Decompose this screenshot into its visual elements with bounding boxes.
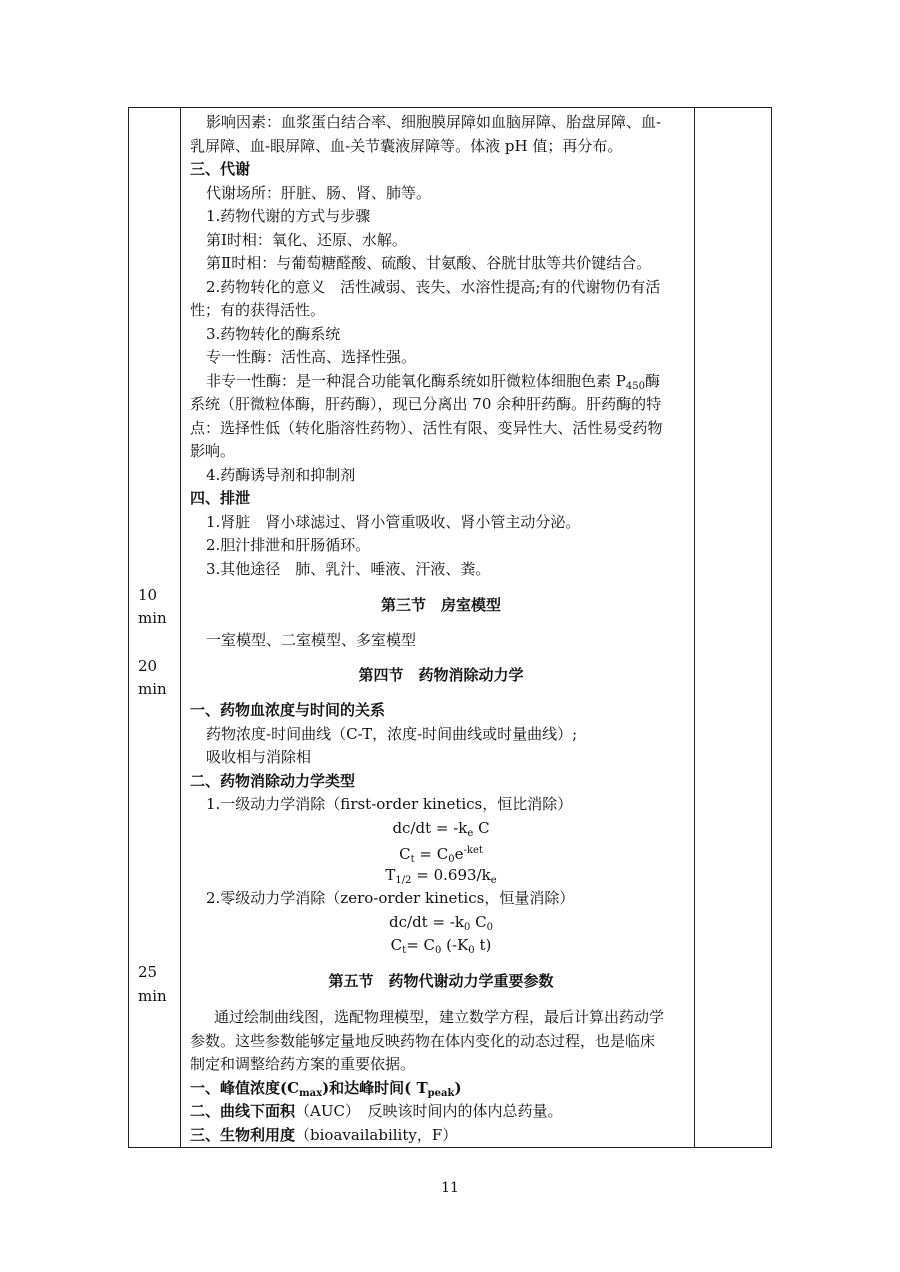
heading-elimination-kinetics: 二、药物消除动力学类型 (190, 772, 356, 790)
text-line: 制定和调整给药方案的重要依据。 (190, 1055, 416, 1073)
equation: $dc/dt = -k_0$ $C_0$ (389, 913, 493, 933)
page-number: 11 (441, 1180, 459, 1196)
heading-excretion: 四、排泄 (190, 489, 251, 507)
text-line: 影响。 (190, 442, 236, 460)
time-unit: min (138, 609, 167, 627)
text-line: 乳屏障、血-眼屏障、血-关节囊液屏障等。体液 pH 值；再分布。 (190, 137, 623, 155)
equation: $C_t= C_0$ ($-K_0$ t) (390, 936, 492, 956)
time-unit: min (138, 987, 167, 1005)
time-10: 10 (138, 586, 158, 604)
time-unit: min (138, 680, 167, 698)
text-line: 性；有的获得活性。 (190, 301, 326, 319)
column-divider-time (180, 108, 181, 1147)
column-divider-notes (694, 108, 695, 1147)
text-line: 4.药酶诱导剂和抑制剂 (206, 466, 356, 484)
equation: $T_{1/2} = 0.693/k_e$ (385, 866, 497, 886)
text-line: 3.其他途径 肺、乳汁、唾液、汗液、粪。 (206, 560, 491, 578)
text-line: 影响因素：血浆蛋白结合率、细胞膜屏障如血脑屏障、胎盘屏障、血- (206, 113, 662, 131)
text-line: 1.一级动力学消除（first-order kinetics，恒比消除） (206, 795, 573, 813)
time-20: 20 (138, 657, 158, 675)
heading-concentration-time: 一、药物血浓度与时间的关系 (190, 701, 386, 719)
section-title-4: 第四节 药物消除动力学 (358, 666, 524, 684)
text-line: 第Ⅱ时相：与葡萄糖醛酸、硫酸、甘氨酸、谷胱甘肽等共价键结合。 (206, 254, 652, 272)
section-title-5: 第五节 药物代谢动力学重要参数 (328, 972, 554, 990)
text-line: 2.胆汁排泄和肝肠循环。 (206, 536, 371, 554)
heading-auc: 二、曲线下面积（AUC） 反映该时间内的体内总药量。 (190, 1102, 563, 1120)
text-line: 药物浓度-时间曲线（C-T，浓度-时间曲线或时量曲线）; (206, 725, 578, 743)
text-line: 参数。这些参数能够定量地反映药物在体内变化的动态过程，也是临床 (190, 1032, 656, 1050)
text-line: 代谢场所：肝脏、肠、肾、肺等。 (206, 184, 432, 202)
heading-peak: 一、峰值浓度$(C_{max})$和达峰时间( $T_{peak}$) (190, 1079, 462, 1099)
equation: $C_t = C_0e^{-ket}$ (399, 845, 483, 865)
text-line: 专一性酶：活性高、选择性强。 (206, 348, 417, 366)
text-line: 1.药物代谢的方式与步骤 (206, 207, 371, 225)
text-line: 2.零级动力学消除（zero-order kinetics，恒量消除） (206, 889, 575, 907)
text-line: 一室模型、二室模型、多室模型 (206, 631, 417, 649)
text-line: 点：选择性低（转化脂溶性药物）、活性有限、变异性大、活性易受药物 (190, 419, 663, 437)
text-line: 第Ⅰ时相：氧化、还原、水解。 (206, 231, 407, 249)
text-line: 非专一性酶：是一种混合功能氧化酶系统如肝微粒体细胞色素 $P_{450}$酶 (206, 372, 660, 392)
text-line: 3.药物转化的酶系统 (206, 325, 341, 343)
text-line: 2.药物转化的意义 活性减弱、丧失、水溶性提高;有的代谢物仍有活 (206, 278, 661, 296)
heading-metabolism: 三、代谢 (190, 160, 251, 178)
text-line: 1.肾脏 肾小球滤过、肾小管重吸收、肾小管主动分泌。 (206, 513, 581, 531)
text-line: 系统（肝微粒体酶，肝药酶），现已分离出 70 余种肝药酶。肝药酶的特 (190, 395, 662, 413)
heading-bioavailability: 三、生物利用度（bioavailability，F） (190, 1126, 458, 1144)
time-25: 25 (138, 963, 158, 981)
section-title-3: 第三节 房室模型 (380, 596, 501, 614)
equation: $dc/dt = -k_e$ C (392, 819, 490, 839)
text-line: 通过绘制曲线图，选配物理模型，建立数学方程，最后计算出药动学 (214, 1008, 665, 1026)
text-line: 吸收相与消除相 (206, 748, 312, 766)
